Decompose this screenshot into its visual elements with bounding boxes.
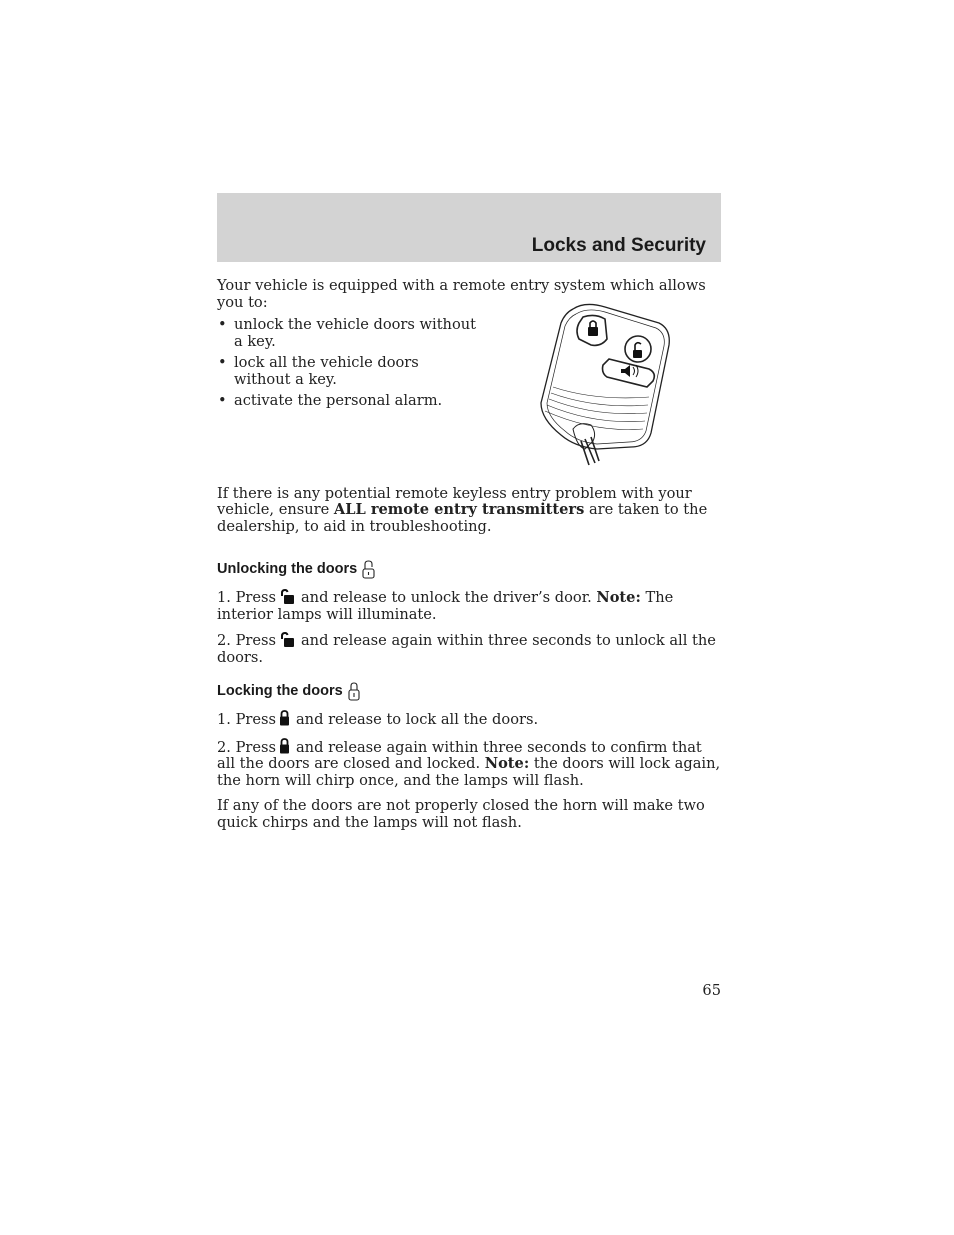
unlocking-heading: Unlocking the doors — [217, 560, 721, 579]
page-number: 65 — [702, 982, 721, 999]
page-content — [217, 276, 721, 831]
lock-outline-icon — [348, 682, 360, 701]
list-item: • lock all the vehicle doors without a key. — [218, 354, 419, 388]
unlock-step-1: 1. Press and release to unlock the driver’s door. Note: The interior lamps will illuminate. — [217, 589, 674, 623]
feature-list — [217, 317, 477, 410]
lock-icon — [279, 738, 290, 754]
lock-icon — [279, 710, 290, 726]
bullet: • — [218, 392, 227, 409]
lock-warning-paragraph: If any of the doors are not properly closed the horn will make two quick chirps and the lamps will not flash. — [217, 797, 705, 831]
list-item: • activate the personal alarm. — [218, 392, 443, 409]
unlock-outline-icon — [362, 560, 376, 579]
unlock-icon — [279, 632, 295, 647]
unlock-icon — [279, 589, 295, 604]
emphasis-text: ALL remote entry transmitters — [333, 501, 585, 518]
bullet: • — [218, 354, 227, 371]
list-item: • unlock the vehicle doors without a key. — [218, 316, 477, 350]
bullet: • — [218, 316, 227, 333]
unlock-step-2: 2. Press and release again within three seconds to unlock all the doors. — [217, 632, 716, 666]
section-header — [217, 193, 721, 262]
lock-step-1: 1. Press and release to lock all the doors. — [217, 711, 539, 728]
page-title: Locks and Security — [531, 235, 706, 256]
lock-step-2: 2. Press and release again within three seconds to confirm that all the doors are closed and locked. Note: the doors will lock again, the horn will chirp once, and the lamps will flash. — [217, 738, 721, 789]
key-fob-illustration — [535, 301, 675, 469]
locking-heading: Locking the doors — [217, 682, 721, 701]
intro-paragraph: Your vehicle is equipped with a remote entry system which allows you to: — [217, 277, 706, 311]
troubleshooting-paragraph: If there is any potential remote keyless entry problem with your vehicle, ensure ALL remote entry transmitters are taken to the dealership, to aid in troubleshooting. — [217, 484, 708, 535]
